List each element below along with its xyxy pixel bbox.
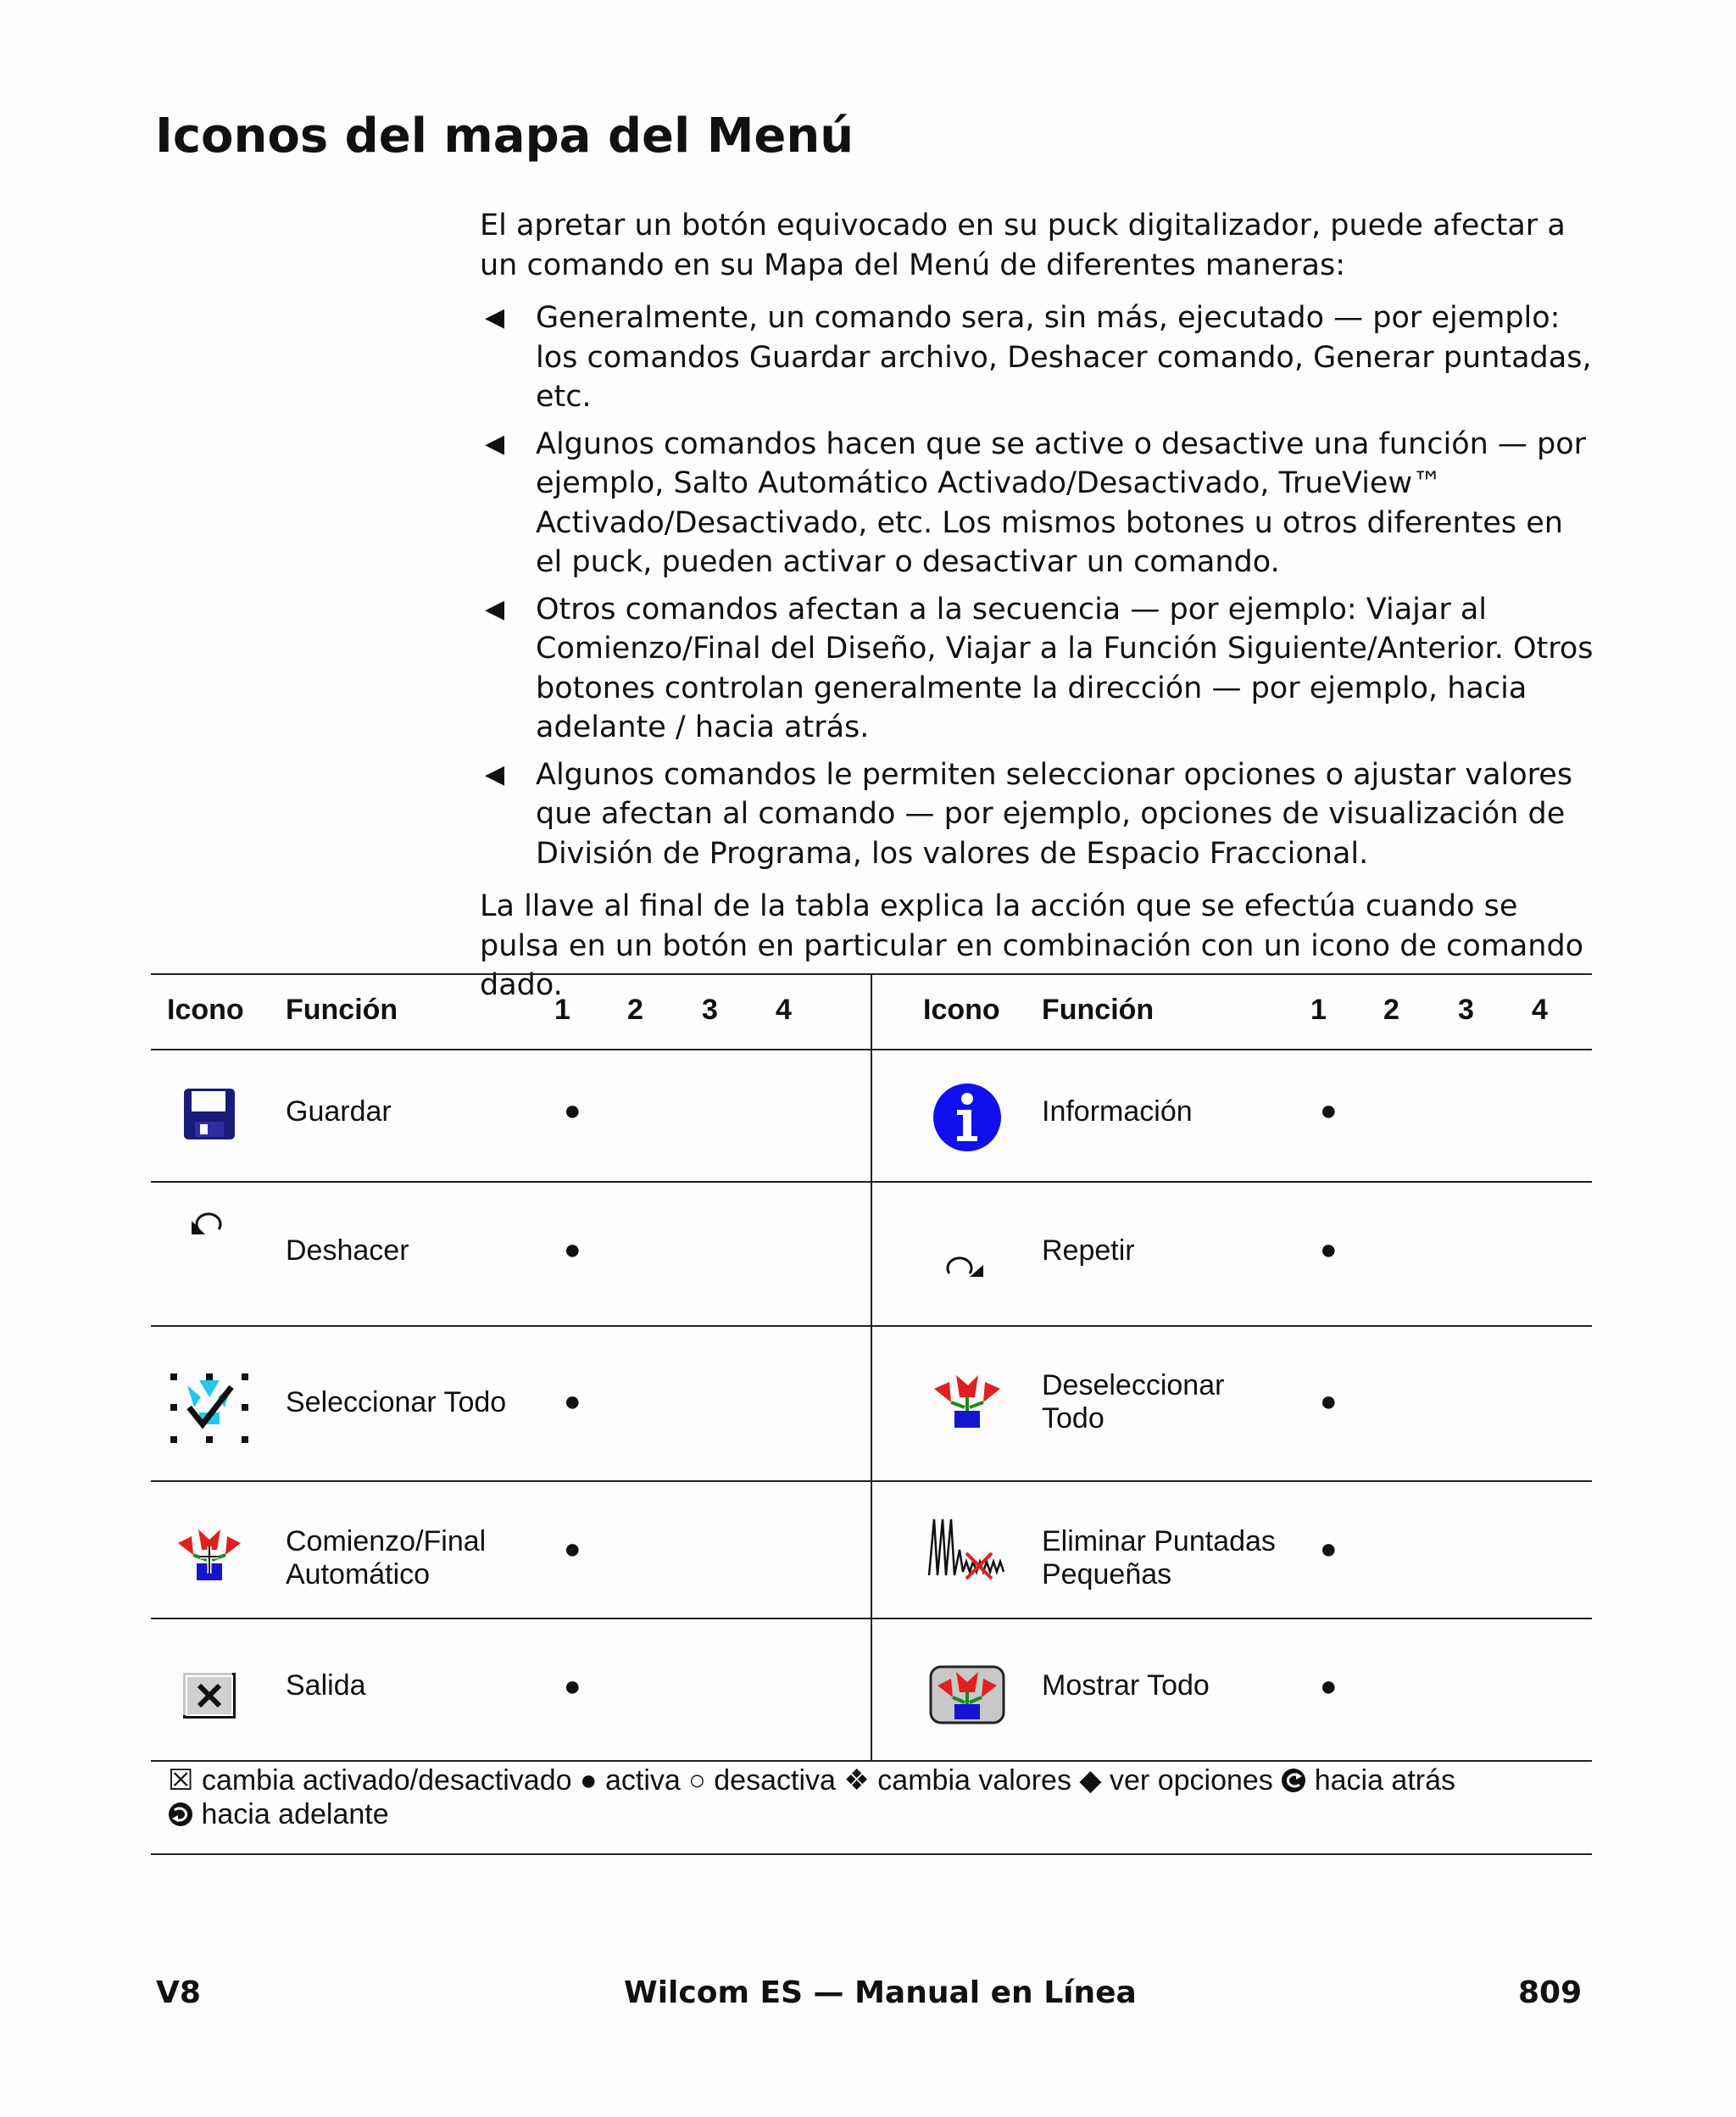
list-item: ◀ Generalmente, un comando sera, sin más, ejecutado — por ejemplo: los comandos Guardar archivo, Deshacer comando, Generar puntadas, etc.	[480, 298, 1599, 417]
exit-icon	[182, 1672, 236, 1719]
info-icon	[932, 1082, 1003, 1153]
forward-arrow-icon	[168, 1802, 193, 1827]
legend-off: desactiva	[714, 1764, 836, 1797]
function-label: Deshacer	[286, 1234, 409, 1267]
function-label: Salida	[286, 1669, 366, 1702]
show-all-icon	[929, 1665, 1005, 1724]
function-label-line-1: Comienzo/Final	[286, 1525, 487, 1557]
back-arrow-icon	[1281, 1768, 1306, 1793]
function-label-line-1: Deseleccionar	[1042, 1369, 1225, 1401]
legend-on: activa	[604, 1764, 681, 1797]
deselect-all-icon	[931, 1372, 1004, 1431]
function-label: Seleccionar Todo	[286, 1386, 507, 1418]
table-legend	[168, 1763, 1575, 1831]
legend-values: cambia valores	[877, 1764, 1071, 1797]
active-dot: ●	[564, 1234, 581, 1266]
function-label-line-2: Todo	[1042, 1402, 1104, 1435]
footer-title: Wilcom ES — Manual en Línea	[624, 1975, 1137, 2010]
function-label-line-1: Eliminar Puntadas	[1042, 1525, 1276, 1557]
bullet-arrow-icon: ◀	[485, 759, 505, 789]
function-label-line-2: Automático	[286, 1558, 431, 1591]
legend-options: ver opciones	[1110, 1764, 1273, 1797]
active-dot: ●	[1320, 1670, 1338, 1702]
bullet-list	[480, 298, 1599, 873]
select-all-icon	[169, 1372, 250, 1445]
function-label: Mostrar Todo	[1042, 1669, 1210, 1702]
intro-lead: El apretar un botón equivocado en su puck digitalizador, puede afectar a un comando en su Mapa del Menú de diferentes maneras:	[480, 209, 1566, 282]
active-dot: ●	[1320, 1533, 1338, 1565]
table-rule	[151, 1760, 1592, 1762]
active-dot: ●	[564, 1385, 581, 1418]
active-dot: ●	[1320, 1234, 1338, 1266]
header-col-3: 3	[702, 994, 718, 1026]
header-icon: Icono	[923, 994, 1000, 1026]
floppy-disk-icon	[183, 1088, 236, 1140]
active-dot: ●	[564, 1095, 581, 1127]
header-col-2: 2	[1383, 994, 1399, 1026]
active-dot: ●	[564, 1670, 581, 1702]
page-number: 809	[1518, 1975, 1583, 2010]
intro-section	[480, 206, 1599, 1006]
toggle-icon: ☒	[168, 1764, 194, 1797]
column-divider	[871, 973, 872, 1760]
list-item: ◀ Otros comandos afectan a la secuencia — por ejemplo: Viajar al Comienzo/Final del Diseño, Viajar a la Función Siguiente/Anterior. Otros botones controlan generalmente la dirección — por ejemplo, hacia adelante / hacia atrás.	[480, 590, 1599, 748]
legend-back: hacia atrás	[1314, 1764, 1456, 1797]
header-col-3: 3	[1458, 994, 1474, 1026]
legend-toggle: cambia activado/desactivado	[201, 1764, 572, 1797]
undo-icon	[190, 1211, 229, 1236]
function-label: Repetir	[1042, 1234, 1135, 1267]
list-item: ◀ Algunos comandos le permiten seleccionar opciones o ajustar valores que afectan al comando — por ejemplo, opciones de visualización de División de Programa, los valores de Espacio Fraccional.	[480, 755, 1599, 874]
active-dot: ●	[1320, 1095, 1338, 1127]
header-col-4: 4	[776, 994, 792, 1026]
header-col-2: 2	[627, 994, 643, 1026]
bullet-arrow-icon: ◀	[485, 428, 505, 459]
bullet-arrow-icon: ◀	[485, 303, 505, 332]
values-diamonds-icon: ❖	[843, 1764, 870, 1797]
header-icon: Icono	[167, 994, 244, 1026]
active-dot: ●	[1320, 1385, 1338, 1418]
header-function: Función	[286, 994, 398, 1026]
header-col-1: 1	[1310, 994, 1327, 1026]
function-label-line-2: Pequeñas	[1042, 1558, 1172, 1591]
function-label: Guardar	[286, 1095, 392, 1128]
intro-closing: La llave al final de la tabla explica la acción que se efectúa cuando se pulsa en un botón en particular en combinación con un icono de comando dado.	[480, 889, 1584, 1002]
remove-small-stitches-icon	[926, 1516, 1009, 1580]
legend-forward: hacia adelante	[201, 1798, 389, 1830]
off-circle-icon: ○	[688, 1764, 706, 1797]
page-title: Iconos del mapa del Menú	[155, 109, 854, 164]
footer-version: V8	[156, 1975, 201, 2010]
function-label: Información	[1042, 1095, 1193, 1128]
header-function: Función	[1042, 994, 1155, 1026]
list-item: ◀ Algunos comandos hacen que se active o desactive una función — por ejemplo, Salto Automático Activado/Desactivado, TrueView™ Activado/Desactivado, etc. Los mismos botones u otros diferentes en el puck, pueden activar o desactivar un comando.	[480, 425, 1599, 582]
on-dot-icon: ●	[579, 1764, 598, 1797]
active-dot: ●	[564, 1533, 581, 1565]
bullet-arrow-icon: ◀	[485, 593, 505, 624]
auto-start-end-icon	[175, 1526, 244, 1584]
options-diamond-icon: ◆	[1079, 1764, 1102, 1797]
redo-icon	[946, 1253, 985, 1279]
header-col-1: 1	[554, 994, 570, 1026]
header-col-4: 4	[1532, 994, 1548, 1026]
table-rule	[151, 1853, 1592, 1855]
